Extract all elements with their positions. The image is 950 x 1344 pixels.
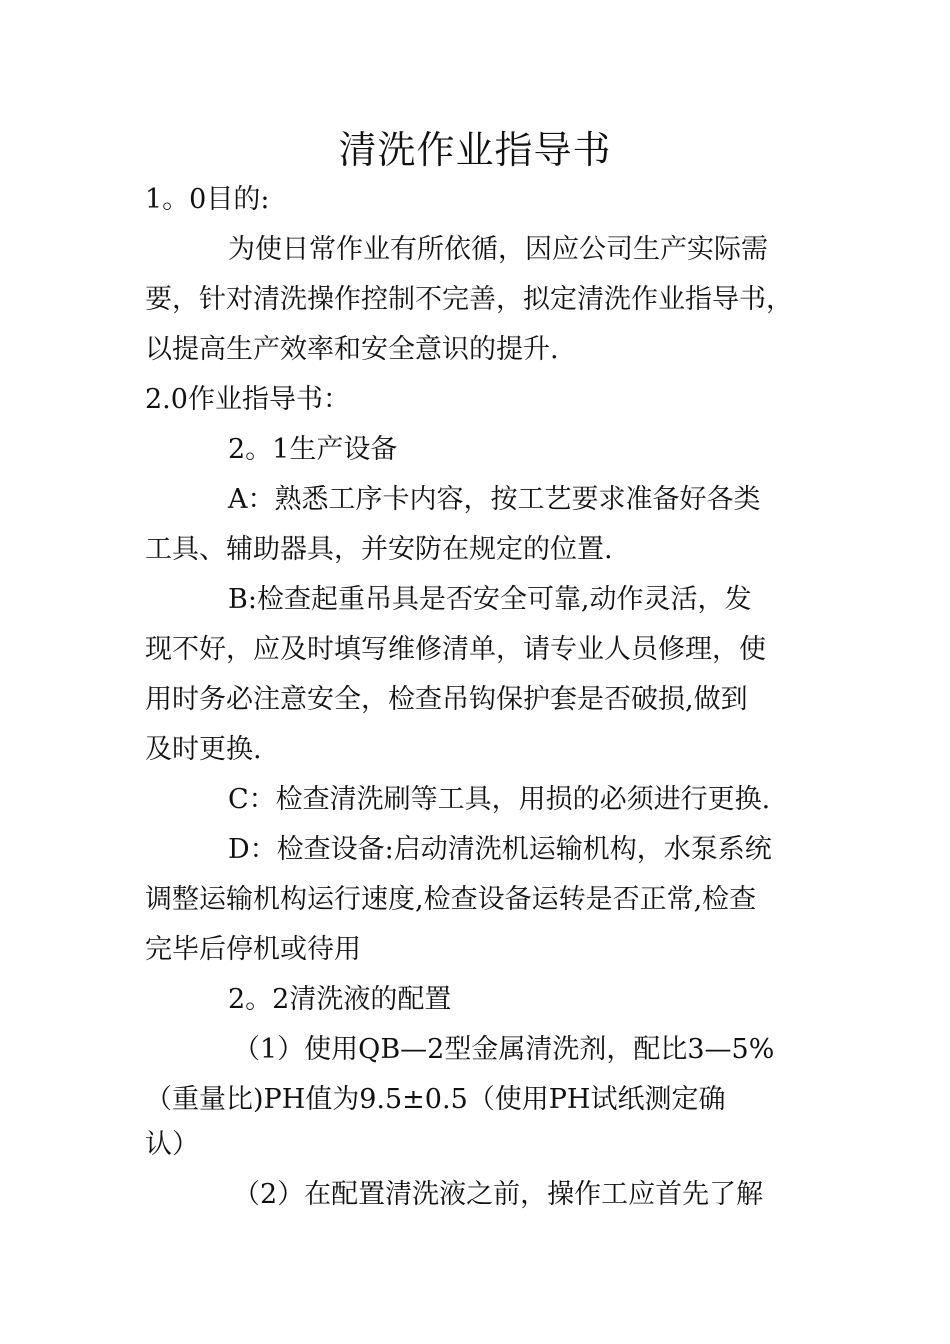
paragraph-line: 为使日常作业有所依循，因应公司生产实际需 (228, 234, 768, 265)
section-heading-purpose: 1。0目的: (145, 184, 270, 215)
paragraph-line: 调整运输机构运行速度,检查设备运转是否正常,检查 (145, 884, 757, 915)
paragraph-line: （重量比)PH值为9.5±0.5（使用PH试纸测定确 (145, 1084, 726, 1115)
paragraph-line: 工具、辅助器具，并安防在规定的位置. (145, 534, 613, 565)
section-heading-instructions: 2.0作业指导书： (145, 384, 350, 415)
paragraph-line: A：熟悉工序卡内容，按工艺要求准备好各类 (228, 484, 761, 515)
paragraph-line: D：检查设备:启动清洗机运输机构，水泵系统 (228, 834, 772, 865)
paragraph-line: 以提高生产效率和安全意识的提升. (145, 334, 559, 365)
paragraph-line: 及时更换. (145, 734, 262, 765)
paragraph-line: 现不好，应及时填写维修清单，请专业人员修理，使 (145, 634, 766, 665)
paragraph-line: （1）使用QB—2型金属清洗剂，配比3—5% (233, 1034, 775, 1065)
paragraph-line: 完毕后停机或待用 (145, 934, 361, 965)
paragraph-line: （2）在配置清洗液之前，操作工应首先了解 (233, 1179, 764, 1210)
paragraph-line: 认） (145, 1129, 199, 1160)
subsection-heading-cleaning-fluid: 2。2清洗液的配置 (228, 984, 452, 1015)
paragraph-line: 用时务必注意安全，检查吊钩保护套是否破损,做到 (145, 684, 748, 715)
paragraph-line: B:检查起重吊具是否安全可靠,动作灵活，发 (228, 584, 752, 615)
paragraph-line: 要，针对清洗操作控制不完善，拟定清洗作业指导书， (145, 284, 793, 315)
subsection-heading-equipment: 2。1生产设备 (228, 434, 398, 465)
document-title: 清洗作业指导书 (338, 128, 612, 172)
paragraph-line: C：检查清洗刷等工具，用损的必须进行更换. (228, 784, 771, 815)
